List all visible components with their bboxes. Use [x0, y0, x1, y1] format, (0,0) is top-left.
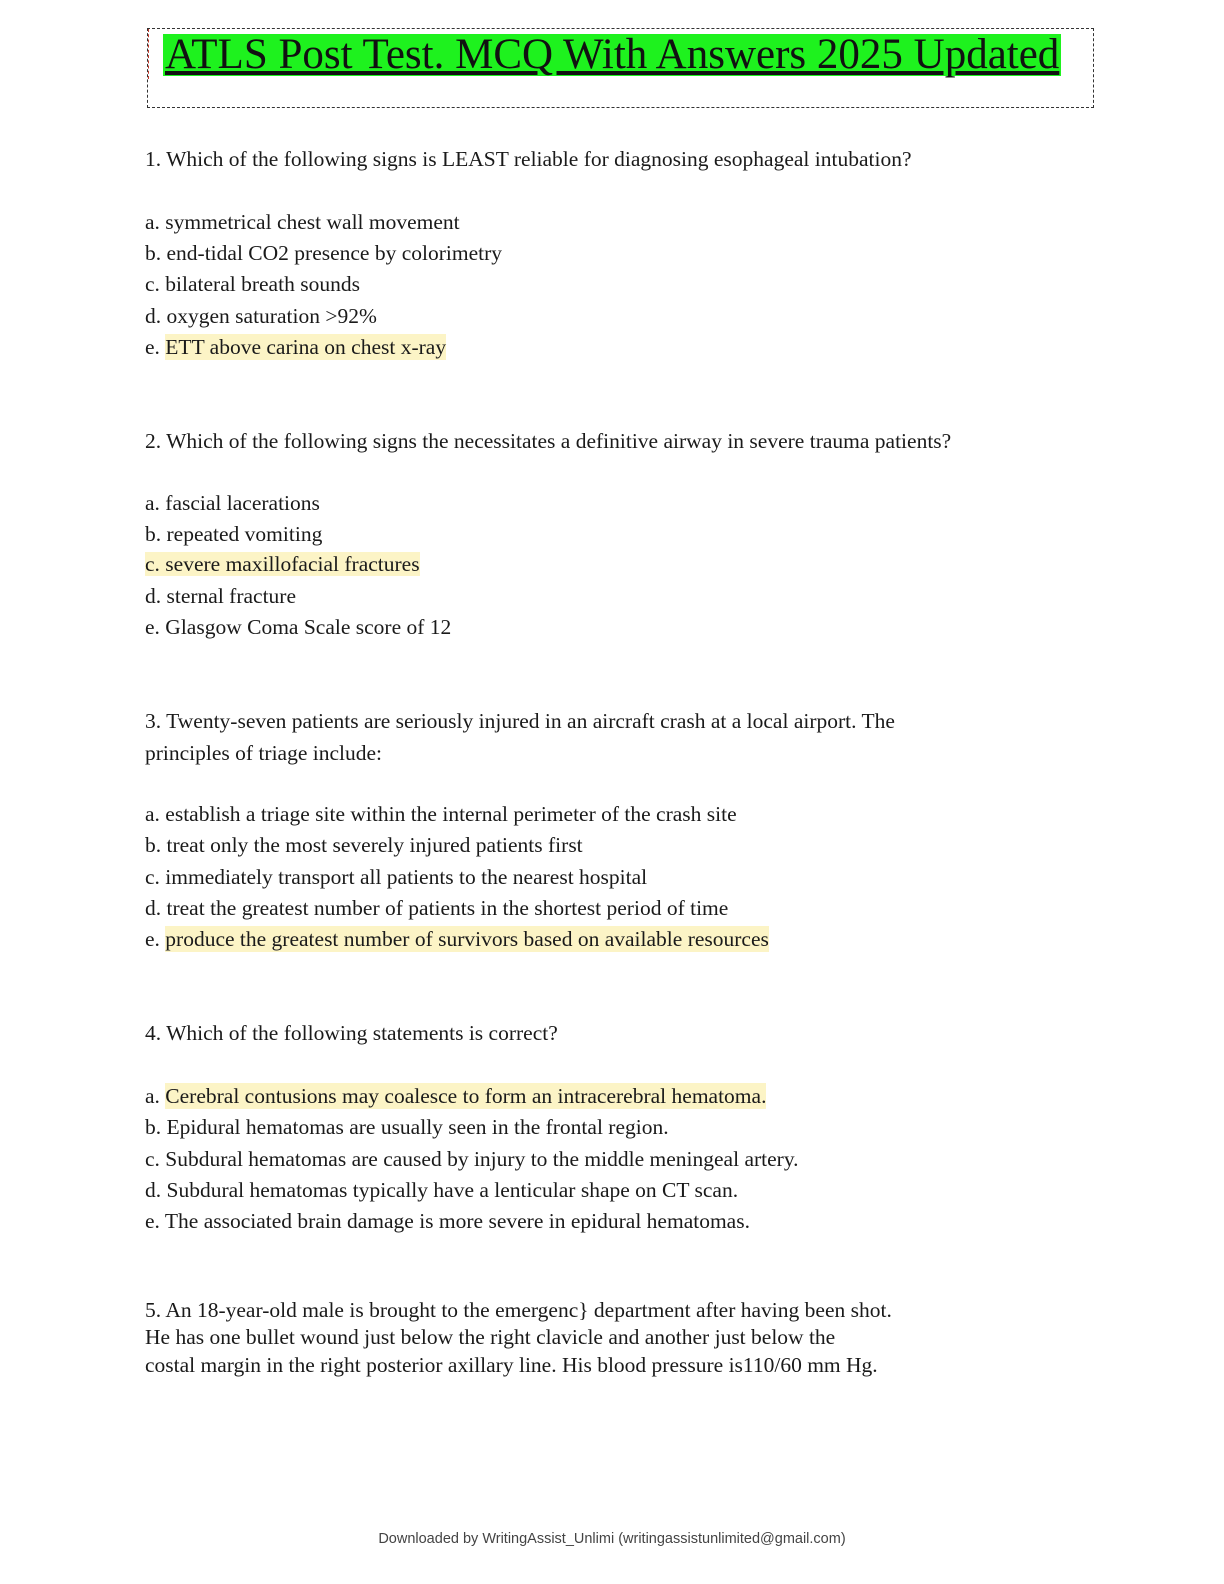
q3-option-c: c. immediately transport all patients to the nearest hospital — [145, 865, 648, 889]
question-4: 4. Which of the following statements is correct? — [145, 1021, 558, 1045]
question-5-line-2: He has one bullet wound just below the right clavicle and another just below the — [145, 1325, 836, 1349]
answer-highlight: c. severe maxillofacial fractures — [145, 552, 420, 576]
question-2: 2. Which of the following signs the necessitates a definitive airway in severe trauma patients? — [145, 429, 952, 453]
answer-highlight: produce the greatest number of survivors based on available resources — [165, 927, 769, 951]
q1-option-c: c. bilateral breath sounds — [145, 272, 360, 296]
q2-option-b: b. repeated vomiting — [145, 522, 323, 546]
question-3-line-1: 3. Twenty-seven patients are seriously injured in an aircraft crash at a local airport. The — [145, 709, 895, 733]
q4-option-b: b. Epidural hematomas are usually seen in the frontal region. — [145, 1115, 669, 1139]
answer-highlight: Cerebral contusions may coalesce to form an intracerebral hematoma. — [165, 1084, 767, 1108]
answer-highlight: ETT above carina on chest x-ray — [165, 335, 447, 359]
question-1: 1. Which of the following signs is LEAST reliable for diagnosing esophageal intubation? — [145, 147, 912, 171]
q4-option-a-answer: a. Cerebral contusions may coalesce to form an intracerebral hematoma. — [145, 1084, 767, 1108]
page-title: ATLS Post Test. MCQ With Answers 2025 Updated — [165, 31, 1060, 78]
q1-option-b: b. end-tidal CO2 presence by colorimetry — [145, 241, 503, 265]
q3-option-b: b. treat only the most severely injured patients first — [145, 833, 583, 857]
title-box-corner-mark — [148, 29, 159, 79]
q1-option-d: d. oxygen saturation >92% — [145, 304, 377, 328]
q2-option-a: a. fascial lacerations — [145, 491, 320, 515]
download-footer: Downloaded by WritingAssist_Unlimi (writingassistunlimited@gmail.com) — [378, 1531, 846, 1547]
q3-option-a: a. establish a triage site within the internal perimeter of the crash site — [145, 802, 737, 826]
q2-option-d: d. sternal fracture — [145, 584, 297, 608]
q3-option-e-answer: e. produce the greatest number of survivors based on available resources — [145, 927, 769, 951]
question-5-line-3: costal margin in the right posterior axillary line. His blood pressure is110/60 mm Hg. — [145, 1353, 878, 1377]
q1-option-e-answer: e. ETT above carina on chest x-ray — [145, 335, 447, 359]
q2-option-e: e. Glasgow Coma Scale score of 12 — [145, 615, 452, 639]
q4-option-c: c. Subdural hematomas are caused by injury to the middle meningeal artery. — [145, 1147, 799, 1171]
q4-option-e: e. The associated brain damage is more severe in epidural hematomas. — [145, 1209, 750, 1233]
q4-option-d: d. Subdural hematomas typically have a lenticular shape on CT scan. — [145, 1178, 739, 1202]
question-5-line-1: 5. An 18-year-old male is brought to the emergenc} department after having been shot. — [145, 1298, 892, 1322]
q2-option-c-answer — [145, 551, 420, 577]
q3-option-d: d. treat the greatest number of patients in the shortest period of time — [145, 896, 729, 920]
question-3-line-2: principles of triage include: — [145, 741, 383, 765]
q1-option-a: a. symmetrical chest wall movement — [145, 210, 460, 234]
